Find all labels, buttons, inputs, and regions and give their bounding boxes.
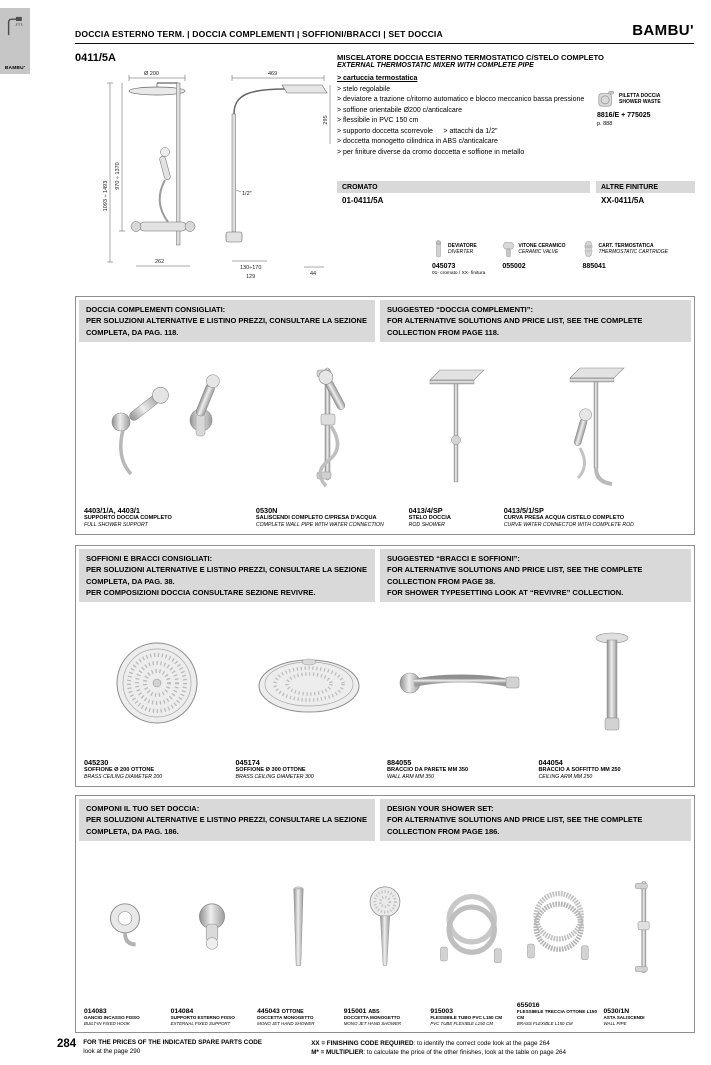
wall-rail-image [624, 874, 666, 982]
shower-waste-code: 8816/E + 775025 [597, 112, 651, 119]
brass-hose-image [517, 877, 600, 972]
product-0530-1N: 0530/1N ASTA SALISCENDI WALL PIPE [603, 848, 686, 1026]
section-header-en: DESIGN YOUR SHOWER SET: FOR ALTERNATIVE SOLUTIONS AND PRICE LIST, SEE THE COMPLETE COLLECTION FROM PAGE 186. [380, 799, 691, 841]
brand-tab-label: BAMBU' [4, 66, 26, 71]
stick-handshower-image [282, 880, 314, 975]
shower-waste-block [597, 90, 695, 127]
feature-item: > cartuccia termostatica [337, 75, 418, 82]
feature-item: > stelo regolabile [337, 85, 391, 93]
product-044054: 044054 BRACCIO A SOFFITTO MM 250 CEILING ARM MM 250 [539, 609, 687, 780]
page-title: DOCCIA ESTERNO TERM. | DOCCIA COMPLEMENTI | SOFFIONI/BRACCI | SET DOCCIA [75, 29, 443, 39]
footer-multiplier-note: M* = MULTIPLIER [311, 1049, 364, 1057]
curve-rod-image [540, 362, 650, 492]
product-0413-4-SP: 0413/4/SP STELO DOCCIA ROD SHOWER [409, 349, 500, 528]
page-number: 284 [57, 1038, 77, 1050]
product-045174: 045174 SOFFIONE Ø 300 OTTONE BRASS CEILING DIAMETER 300 [236, 609, 384, 780]
product-884055: 884055 BRACCIO DA PARETE MM 350 WALL ARM MM 350 [387, 609, 535, 780]
section-header-en: SUGGESTED “BRACCI E SOFFIONI”: FOR ALTERNATIVE SOLUTIONS AND PRICE LIST, SEE THE COMPLETE COLLECTION FROM PAGE 38. FOR SHOWER TYPESETTING LOOK AT “REVIVRE” COLLECTION. [380, 549, 691, 602]
finishes-value-altre: XX-0411/5A [601, 196, 645, 205]
dim-top-width: 469 [268, 71, 278, 77]
ceiling-arm-image [585, 628, 640, 738]
dim-diameter: Ø 200 [144, 71, 159, 77]
dim-base-right: 44 [310, 271, 317, 277]
section-header-it: DOCCIA COMPLEMENTI CONSIGLIATI: PER SOLUZIONI ALTERNATIVE E LISTINO PREZZI, CONSULTARE LA SEZIONE COMPLETA, DA PAG. 118. [79, 300, 375, 342]
section-header [76, 297, 694, 345]
product-014083: 014083 GANCIO INCASSO FISSO BUILT-IN FIXED HOOK [84, 848, 167, 1026]
product-445043: 445043 OTTONE DOCCETTA MONOGETTO MONO JET HAND SHOWER [257, 848, 340, 1026]
sliding-rail-image [285, 362, 375, 492]
product-0413-5-1-SP: 0413/5/1/SP CURVA PRESA ACQUA C/STELO COMPLETO CURVE WATER CONNECTOR WITH COMPLETE ROD [504, 349, 686, 528]
shower-waste-label: PILETTA DOCCIA SHOWER WASTE [619, 92, 661, 105]
brand-tab [0, 8, 30, 74]
feature-item: > flessibile in PVC 150 cm [337, 117, 419, 124]
feature-item: > per finiture diverse da cromo doccetta e soffione in metallo [337, 148, 525, 156]
fixed-hook-image [96, 890, 154, 965]
product-915003: 915003 FLESSIBILE TUBO PVC L150 CM PVC TUBE FLEXIBLE L150 CM [430, 848, 513, 1026]
product-title-it: MISCELATORE DOCCIA ESTERNO TERMOSTATICO C/STELO COMPLETO [337, 53, 604, 62]
finishes-header-altre: ALTRE FINITURE [596, 181, 695, 193]
dim-connection: 1/2" [242, 191, 252, 197]
showerhead-300-image [252, 638, 367, 728]
feature-item: > deviatore a trazione c/ritorno automatico e blocco meccanico bassa pressione [337, 96, 585, 103]
diverter-icon [432, 239, 445, 259]
showerhead-200-image [110, 636, 205, 731]
page-header [75, 22, 694, 44]
product-title-en: EXTERNAL THERMOSTATIC MIXER WITH COMPLETE PIPE [337, 62, 534, 69]
section-header-en: SUGGESTED “DOCCIA COMPLEMENTI”: FOR ALTERNATIVE SOLUTIONS AND PRICE LIST, SEE THE COMPLETE COLLECTION FROM PAGE 118. [380, 300, 691, 342]
section-set-doccia [75, 795, 695, 1033]
dim-head-depth: 295 [323, 115, 329, 125]
finishes-header-cromato: CROMATO [337, 181, 590, 193]
thermostatic-cartridge-icon [582, 239, 595, 259]
section-doccia-complementi [75, 296, 695, 535]
wall-arm-image [396, 653, 526, 713]
product-655016: 655016 FLESSIBILE TRECCIA OTTONE L150 CM BRASS FLEXIBLE L150 CM [517, 848, 600, 1026]
spare-diverter: DEVIATORE DIVERTER 045073 01- cromato / XX- finitura [432, 238, 485, 276]
section-soffioni-bracci [75, 545, 695, 787]
dim-base-mid2: 129 [246, 274, 256, 280]
feature-item: > soffione orientabile Ø200 c/anticalcare [337, 106, 462, 114]
feature-item: > doccetta monogetto cilindrica in ABS c/anticalcare [337, 138, 498, 145]
section-header [76, 546, 694, 605]
product-4403: 4403/1/A, 4403/1 SUPPORTO DOCCIA COMPLETO FULL SHOWER SUPPORT [84, 349, 252, 528]
product-915001: 915001 ABS DOCCETTA MONOGETTO MONO JET HAND SHOWER [344, 848, 427, 1026]
feature-item: > supporto doccetta scorrevole > attacchi da 1/2" [337, 127, 498, 135]
spare-ceramic-valve: VITONE CERAMICO CERAMIC VALVE 055002 [502, 238, 565, 276]
pvc-hose-image [430, 880, 513, 975]
finishes-table [337, 181, 695, 205]
shower-waste-icon [597, 90, 615, 108]
section-products [76, 345, 694, 534]
dim-base-mid: 130÷170 [240, 265, 262, 271]
dim-height-rod: 970 ÷ 1370 [115, 162, 121, 190]
product-045230: 045230 SOFFIONE Ø 200 OTTONE BRASS CEILING DIAMETER 200 [84, 609, 232, 780]
feature-list [337, 74, 595, 158]
page-footer [57, 1039, 694, 1058]
shower-rod-image [414, 362, 494, 492]
section-header [76, 796, 694, 844]
footer-xx-note: XX = FINISHING CODE REQUIRED [311, 1040, 414, 1047]
fixed-support-image [183, 890, 241, 965]
product-014084: 014084 SUPPORTO ESTERNO FISSO EXTERNAL FIXED SUPPORT [171, 848, 254, 1026]
dim-height-total: 1093 ÷ 1493 [103, 180, 109, 212]
dim-base-left: 262 [155, 259, 165, 265]
section-header-it: COMPONI IL TUO SET DOCCIA: PER SOLUZIONI ALTERNATIVE E LISTINO PREZZI, CONSULTARE LA SEZIONE COMPLETA, DA PAG. 186. [79, 799, 375, 841]
ceramic-valve-icon [502, 239, 515, 259]
footer-spare-parts-note: FOR THE PRICES OF THE INDICATED SPARE PARTS CODE look at the page 290 [83, 1039, 262, 1055]
finishes-value-cromato: 01-0411/5A [342, 196, 384, 205]
section-products [76, 605, 694, 786]
technical-drawing [82, 64, 332, 289]
product-code: 0411/5A [75, 52, 116, 64]
spare-parts-row [432, 238, 668, 276]
shower-waste-page-ref: p. 888 [597, 121, 613, 127]
faucet-icon [5, 13, 25, 39]
product-0530N: 0530N SALISCENDI COMPLETO C/PRESA D'ACQUA COMPLETE WALL PIPE WITH WATER CONNECTION [256, 349, 405, 528]
brand-name: BAMBU' [632, 22, 694, 39]
section-products [76, 844, 694, 1032]
shower-support-image [93, 370, 243, 485]
round-handshower-image [357, 880, 413, 975]
spare-thermostatic-cartridge: CART. TERMOSTATICA THERMOSTATIC CARTRIDGE 885041 [582, 238, 667, 276]
footer-finishing-notes: XX = FINISHING CODE REQUIRED: to identify the correct code look at the page 264 M* = MULTIPLIER: to calculate the price of the other finishes, look at the table on page 264 [311, 1040, 567, 1057]
section-header-it: SOFFIONI E BRACCI CONSIGLIATI: PER SOLUZIONI ALTERNATIVE E LISTINO PREZZI, CONSULTARE LA SEZIONE COMPLETA, DA PAG. 38. PER COMPOSIZIONI DOCCIA CONSULTARE SEZIONE REVIVRE. [79, 549, 375, 602]
